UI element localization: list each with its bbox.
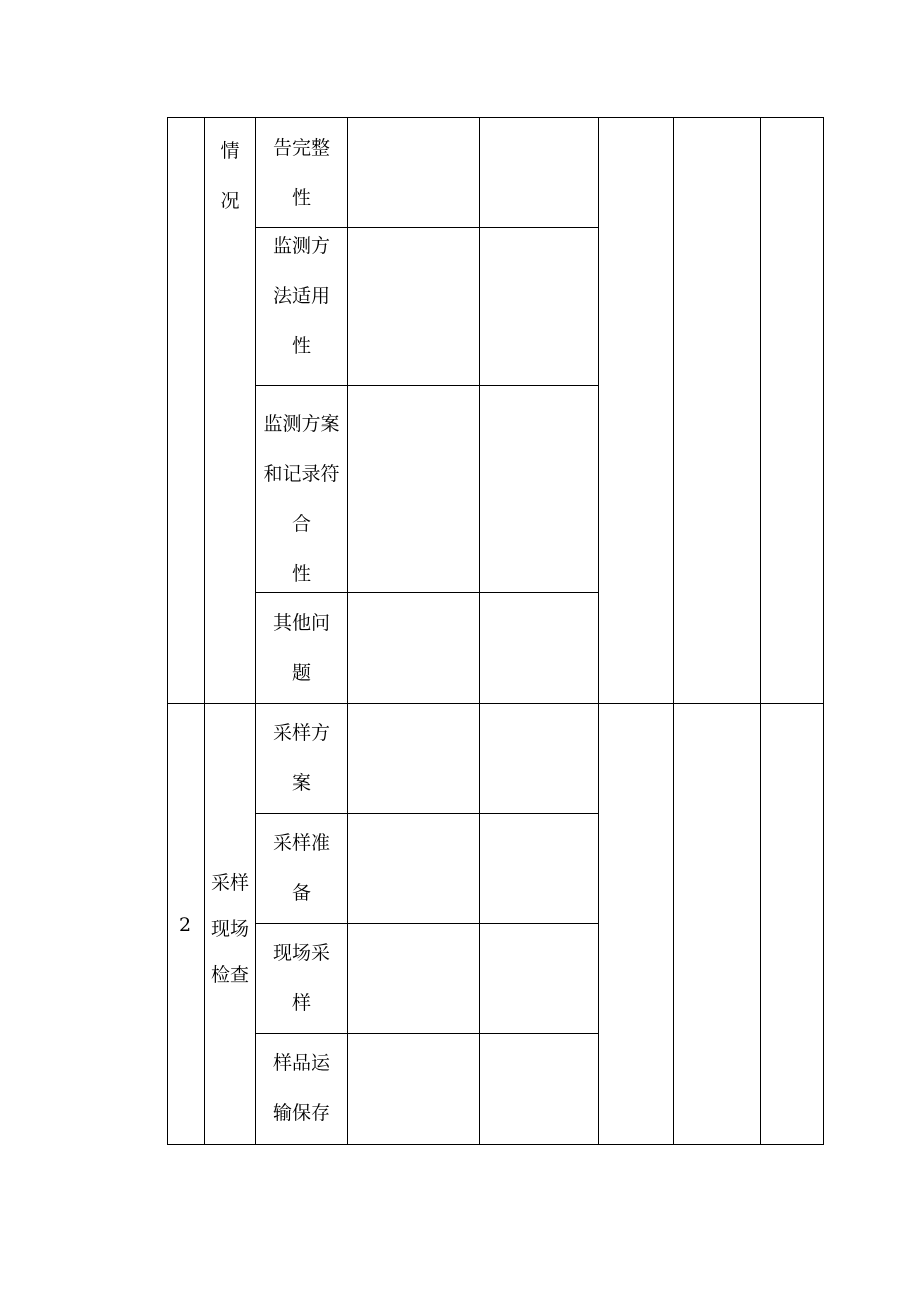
item-label: 合 <box>291 513 311 535</box>
table-rule <box>255 923 599 924</box>
category-cell <box>205 860 255 998</box>
item-label: 输保存 <box>272 1102 330 1124</box>
item-label: 样品运 <box>272 1052 330 1074</box>
item-label: 和记录符 <box>263 463 340 485</box>
table-rule <box>479 117 480 1145</box>
category-label: 况 <box>220 190 240 212</box>
item-cell <box>256 818 347 918</box>
item-label: 性 <box>291 335 311 357</box>
category-label: 检查 <box>210 964 249 986</box>
item-label: 现场采 <box>272 942 330 964</box>
item-cell <box>256 928 347 1028</box>
item-label: 备 <box>291 882 311 904</box>
item-cell <box>256 221 347 371</box>
category-label: 采样 <box>210 872 249 894</box>
category-cell <box>205 126 255 226</box>
item-label: 性 <box>291 187 311 209</box>
table-rule <box>255 813 599 814</box>
item-cell <box>256 598 347 698</box>
table-rule <box>823 117 824 1145</box>
table-rule <box>167 117 824 118</box>
item-label: 监测方案 <box>263 413 340 435</box>
item-label: 采样方 <box>272 722 330 744</box>
item-label: 性 <box>291 563 311 585</box>
table-rule <box>255 385 599 386</box>
table-rule <box>673 117 674 1145</box>
item-label: 告完整 <box>272 137 330 159</box>
item-label: 案 <box>291 772 311 794</box>
item-label: 样 <box>291 992 311 1014</box>
table-rule <box>167 1144 824 1145</box>
category-label: 现场 <box>210 918 249 940</box>
category-label: 情 <box>220 140 240 162</box>
item-cell <box>256 399 347 599</box>
item-label: 法适用 <box>272 285 330 307</box>
item-label: 监测方 <box>272 235 330 257</box>
item-label: 其他问 <box>272 612 330 634</box>
item-label: 题 <box>291 662 311 684</box>
table-rule <box>167 703 824 704</box>
table-rule <box>760 117 761 1145</box>
table-rule <box>167 117 168 1145</box>
row-number: 2 <box>179 914 192 936</box>
item-cell <box>256 123 347 223</box>
item-cell <box>256 708 347 808</box>
table-rule <box>347 117 348 1145</box>
table-rule <box>598 117 599 1145</box>
table-rule <box>255 1033 599 1034</box>
item-label: 采样准 <box>272 832 330 854</box>
item-cell <box>256 1038 347 1138</box>
